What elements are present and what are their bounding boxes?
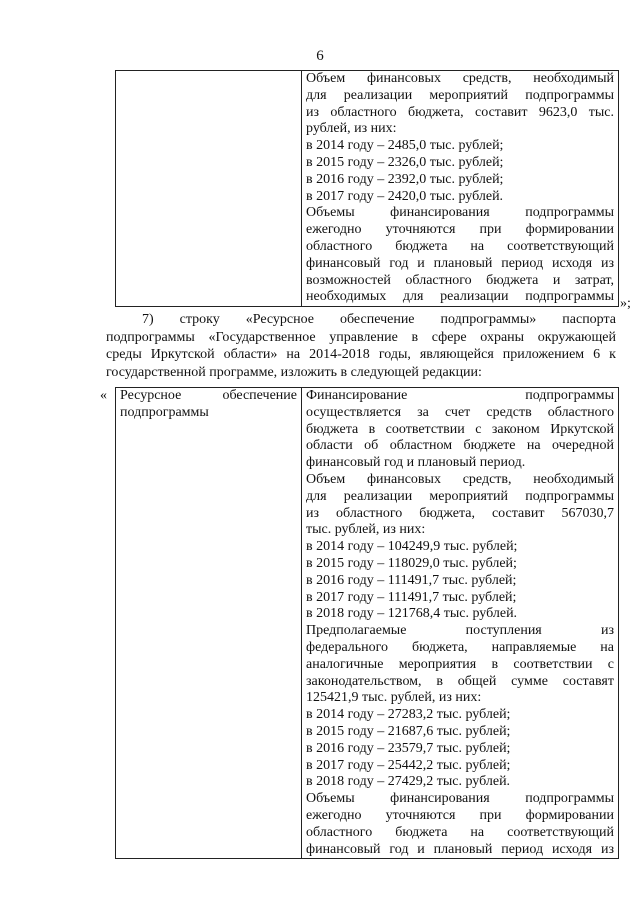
text-line: в 2016 году – 23579,7 тыс. рублей; (306, 740, 511, 756)
text-line: законодательством, в общей сумме составят (306, 673, 614, 689)
text-line: в 2015 году – 21687,6 тыс. рублей; (306, 723, 511, 739)
text-line: финансовый год и плановый период исходя из (306, 841, 614, 857)
text-line: для реализации мероприятий подпрограммы (306, 488, 614, 504)
text-line: Финансирование подпрограммы (306, 388, 614, 403)
text-line: бюджета в соответствии с законом Иркутской (306, 421, 614, 437)
text-line: областного бюджета на соответствующий (306, 238, 614, 254)
resource-value-cell (302, 388, 619, 859)
text-line: рублей, из них: (306, 121, 397, 137)
paragraph-line: подпрограммы «Государственное управление в сфере охраны окружающей (106, 329, 616, 345)
text-line: осуществляется за счет средств областного (306, 404, 614, 420)
page-number: 6 (316, 48, 324, 64)
text-line: финансовый год и плановый период. (306, 455, 526, 471)
text-line: тыс. рублей, из них: (306, 522, 426, 538)
text-line: Объем финансовых средств, необходимый (306, 71, 614, 86)
text-line: в 2014 году – 2485,0 тыс. рублей; (306, 138, 504, 154)
paragraph-line: среды Иркутской области» на 2014-2018 годы, являющейся приложением 6 к (106, 347, 616, 362)
text-line: в 2017 году – 111491,7 тыс. рублей; (306, 589, 517, 605)
text-line: в 2016 году – 2392,0 тыс. рублей; (306, 171, 504, 187)
text-line: из областного бюджета, составит 9623,0 тыс. (306, 104, 614, 120)
amendment-paragraph (106, 311, 616, 381)
text-line: в 2014 году – 27283,2 тыс. рублей; (306, 707, 511, 723)
text-line: Предполагаемые поступления из (306, 623, 614, 639)
resource-table-top (115, 70, 619, 307)
text-line: 125421,9 тыс. рублей, из них: (306, 690, 482, 706)
text-line: областного бюджета на соответствующий (306, 824, 614, 840)
opening-quote: « (100, 388, 107, 403)
paragraph-line: 7) строку «Ресурсное обеспечение подпрограммы» паспорта (142, 312, 616, 327)
text-line: необходимых для реализации подпрограммы (306, 289, 614, 305)
table-top-right-cell (302, 71, 619, 307)
text-line: в 2017 году – 25442,2 тыс. рублей; (306, 757, 511, 773)
table-top-left-cell (116, 71, 302, 307)
closing-quote: »; (620, 296, 631, 311)
text-line: ежегодно уточняются при формировании (306, 807, 614, 823)
text-line: в 2018 году – 121768,4 тыс. рублей. (306, 606, 518, 622)
text-line: в 2015 году – 118029,0 тыс. рублей; (306, 555, 517, 571)
text-line: Объемы финансирования подпрограммы (306, 205, 614, 221)
text-line: федерального бюджета, направляемые на (306, 639, 614, 655)
text-line: в 2017 году – 2420,0 тыс. рублей. (306, 188, 504, 204)
text-line: финансовый год и плановый период исходя из (306, 255, 614, 271)
resource-label-line: подпрограммы (120, 404, 209, 420)
text-line: в 2014 году – 104249,9 тыс. рублей; (306, 539, 518, 555)
text-line: возможностей областного бюджета и затрат, (306, 272, 614, 288)
text-line: аналогичные мероприятия в соответствии с (306, 656, 614, 672)
text-line: ежегодно уточняются при формировании (306, 222, 614, 238)
text-line: Объемы финансирования подпрограммы (306, 791, 614, 807)
text-line: для реализации мероприятий подпрограммы (306, 87, 614, 103)
text-line: в 2015 году – 2326,0 тыс. рублей; (306, 154, 504, 170)
text-line: области об областном бюджете на очередной (306, 438, 614, 454)
text-line: в 2018 году – 27429,2 тыс. рублей. (306, 774, 511, 790)
resource-label-line: Ресурсное обеспечение (120, 388, 297, 403)
text-line: Объем финансовых средств, необходимый (306, 471, 614, 487)
text-line: из областного бюджета, составит 567030,7 (306, 505, 614, 521)
resource-table-bottom (115, 387, 619, 859)
paragraph-line: государственной программе, изложить в следующей редакции: (106, 364, 482, 380)
text-line: в 2016 году – 111491,7 тыс. рублей; (306, 572, 517, 588)
resource-label-cell (116, 388, 302, 859)
